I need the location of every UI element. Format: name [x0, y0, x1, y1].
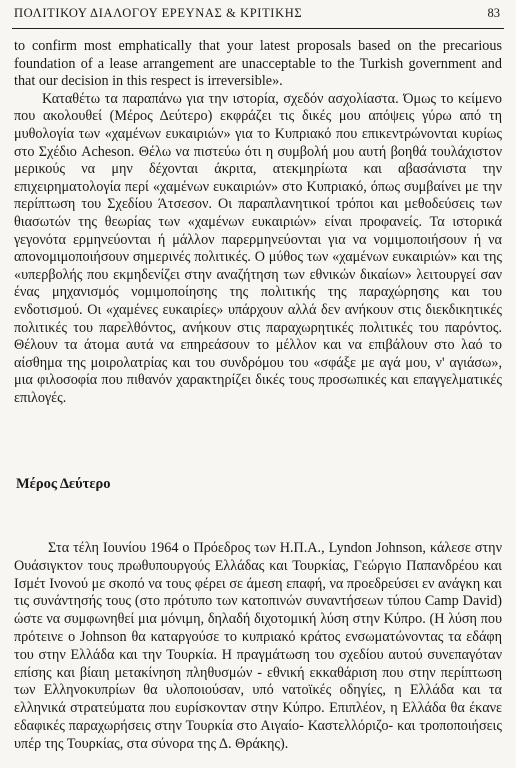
section-two-text — [14, 540, 502, 754]
paragraph-commentary: Καταθέτω τα παραπάνω για την ιστορία, σχεδόν ασχολίαστα. Όμως το κείμενο που ακολουθεί (Μέρος Δεύτερο) εκφράζει τις δικές μου απόψεις γύρω από τη μυθολογία των «χαμένων ευκαιριών» για το Κυπριακό που επικεντρώνονται κυρίως στο Σχέδιο Acheson. Θέλω να πιστεύω ότι η συμβολή μου αυτή βοηθά τουλάχιστον μερικούς να μην δέχονται άκριτα, ατεκμηρίωτα και αβασάνιστα την επιχειρηματολογία περί «χαμένων ευκαιριών» στο Κυπριακό, όπως συμβαίνει με την περίπτωση του Σχεδίου Άτσεσον. Οι παραπλανητικοί τρόποι και μεθοδεύσεις των θιασωτών της θεωρίας των «χαμένων ευκαιριών» είναι προφανείς. Τα ιστορικά γεγονότα ερμηνεύονται ή μάλλον παρερμηνεύονται για να νομιμοποιήσουν ή να απονομιμοποιήσουν σημερινές πολιτικές. Ο μύθος των «χαμένων ευκαιριών» και της «υπερβολής που εκμηδενίζει στην αναζήτηση των εθνικών δικαίων» λειτουργεί σαν ένας μηχανισμός νομιμοποίησης της πολιτικής της παραχώρησης και του ενδοτισμού. Οι «χαμένες ευκαιρίες» υπάρχουν αλλά δεν ανήκουν στις διεκδικητικές πολιτικές του παρελθόντος, ανήκουν στις παραχωρητικές πολιτικές του παρόντος. Θέλουν τα άτομα αυτά να επηρεάσουν το μέλλον και να επιβάλουν στο λαό το αίσθημα της μοιρολατρίας και του συνδρόμου του «σφάξε με αγά μου, ν' αγιάσω», μια φιλοσοφία που πιθανόν χαρακτηρίζει δικές τους προσωπικές και επαγγελματικές επιλογές. — [14, 90, 502, 406]
section-two-paragraph: Στα τέλη Ιουνίου 1964 ο Πρόεδρος των Η.Π.Α., Lyndon Johnson, κάλεσε στην Ουάσιγκτον τους πρωθυπουργούς Ελλάδας και Τουρκίας, Γεώργιο Παπανδρέου και Ισμέτ Ινονού με σκοπό να τους φέρει σε άμεση επαφή, να προεδρεύσει εν ανάγκη και τις συνάντησής τους (στο πρότυπο των κατοπινών συναντήσεων τύπου Camp David) ώστε να συμφωνηθεί μια μόνιμη, δηλαδή διχοτομική λύση στην Κύπρο. (Η λύση που πρότεινε ο Johnson θα καταργούσε το κυπριακό κράτος ενσωματώνοντας τα εδάφη του στην Ελλάδα και την Τουρκία. Η πραγμάτωση του σχεδίου αυτού συνεπαγόταν επίσης και βίαιη μετακίνηση πληθυσμών - εθνική εκκαθάριση που στην περίπτωση των Ελληνοκυπρίων θα υλοποιούσαν, υπό νατοϊκές οδηγίες, η Ελλάδα και τα ελληνικά στρατεύματα που ευρίσκονταν στην Κύπρο. Επιπλέον, η Ελλάδα θα έκανε εδαφικές παραχωρήσεις στην Τουρκία στο Αιγαίο- Καστελλόριζο- και τροποποιήσεις υπέρ της Τουρκίας, στα σύνορα της Δ. Θράκης). — [14, 540, 502, 752]
main-text — [14, 38, 502, 407]
running-header — [12, 2, 504, 29]
english-quote-end: to confirm most emphatically that your latest proposals based on the precarious foundation of a lease arrangement are unacceptable to the Turkish government and that our decision in this respect is irreversible». — [14, 38, 502, 90]
running-title: ΠΟΛΙΤΙΚΟΥ ΔΙΑΛΟΓΟΥ ΕΡΕΥΝΑΣ & ΚΡΙΤΙΚΗΣ — [14, 6, 303, 20]
page-number: 83 — [487, 6, 500, 20]
section-heading: Μέρος Δεύτερο — [16, 476, 111, 492]
